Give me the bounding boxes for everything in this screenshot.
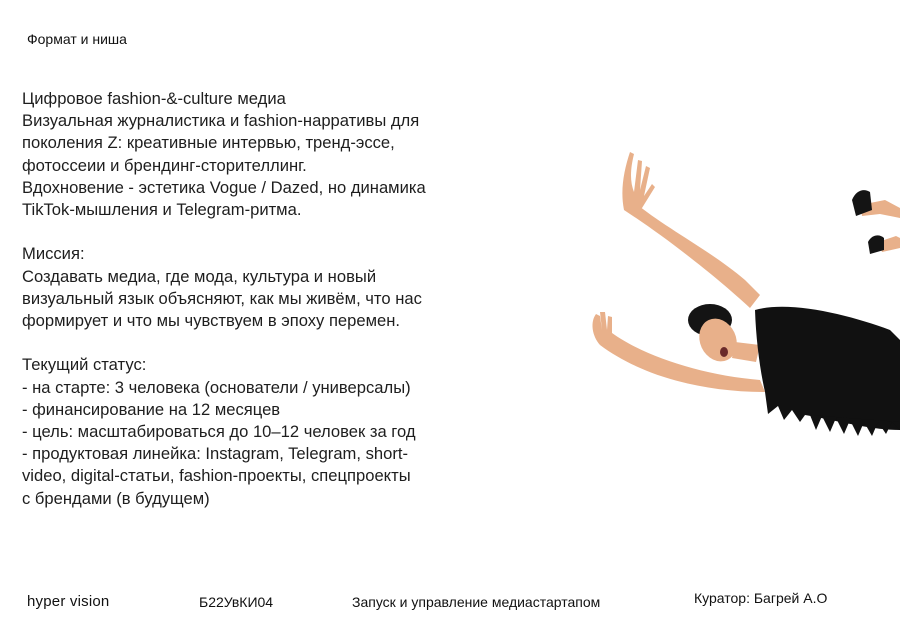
status-heading: Текущий статус: bbox=[22, 355, 147, 375]
text-line: Вдохновение - эстетика Vogue / Dazed, но динамика bbox=[22, 177, 426, 197]
neck bbox=[732, 342, 760, 362]
mission-heading: Миссия: bbox=[22, 244, 85, 264]
raised-hand bbox=[622, 152, 655, 210]
text-line: поколения Z: креативные интервью, тренд-эссе, bbox=[22, 133, 395, 153]
text-line: фотоссеии и брендинг-сторителлинг. bbox=[22, 155, 307, 175]
paragraph-gap bbox=[22, 221, 512, 243]
main-text-block bbox=[22, 88, 512, 510]
status-item: - продуктовая линейка: Instagram, Telegram, short- bbox=[22, 444, 409, 464]
text-line: формирует и что мы чувствуем в эпоху перемен. bbox=[22, 311, 401, 331]
lower-arm bbox=[600, 330, 765, 392]
status-item: - финансирование на 12 месяцев bbox=[22, 399, 281, 419]
curator-name: Куратор: Багрей А.О bbox=[694, 590, 828, 606]
footer bbox=[0, 590, 900, 620]
text-line: визуальный язык объясняют, как мы живём, что нас bbox=[22, 288, 422, 308]
mouth bbox=[720, 347, 728, 357]
course-title: Запуск и управление медиастартапом bbox=[352, 594, 601, 610]
shoe-lower bbox=[868, 235, 884, 254]
slide-title: Формат и ниша bbox=[27, 31, 127, 47]
paragraph-gap bbox=[22, 332, 512, 354]
text-line: Цифровое fashion-&-culture медиа bbox=[22, 89, 286, 108]
text-line: TikTok-мышления и Telegram-ритма. bbox=[22, 200, 302, 220]
text-line: Визуальная журналистика и fashion-нарративы для bbox=[22, 111, 420, 131]
raised-arm bbox=[624, 200, 760, 308]
status-item: - на старте: 3 человека (основатели / универсалы) bbox=[22, 377, 411, 397]
course-code: Б22УвКИ04 bbox=[199, 594, 274, 610]
dress bbox=[755, 307, 900, 430]
status-item: video, digital-статьи, fashion-проекты, спецпроекты bbox=[22, 466, 411, 486]
status-item: с брендами (в будущем) bbox=[22, 488, 210, 508]
brand-logo: hyper vision bbox=[27, 593, 110, 610]
text-line: Создавать медиа, где мода, культура и новый bbox=[22, 266, 377, 286]
status-item: - цель: масштабироваться до 10–12 человек за год bbox=[22, 422, 416, 442]
falling-model-photo-icon bbox=[560, 130, 900, 460]
